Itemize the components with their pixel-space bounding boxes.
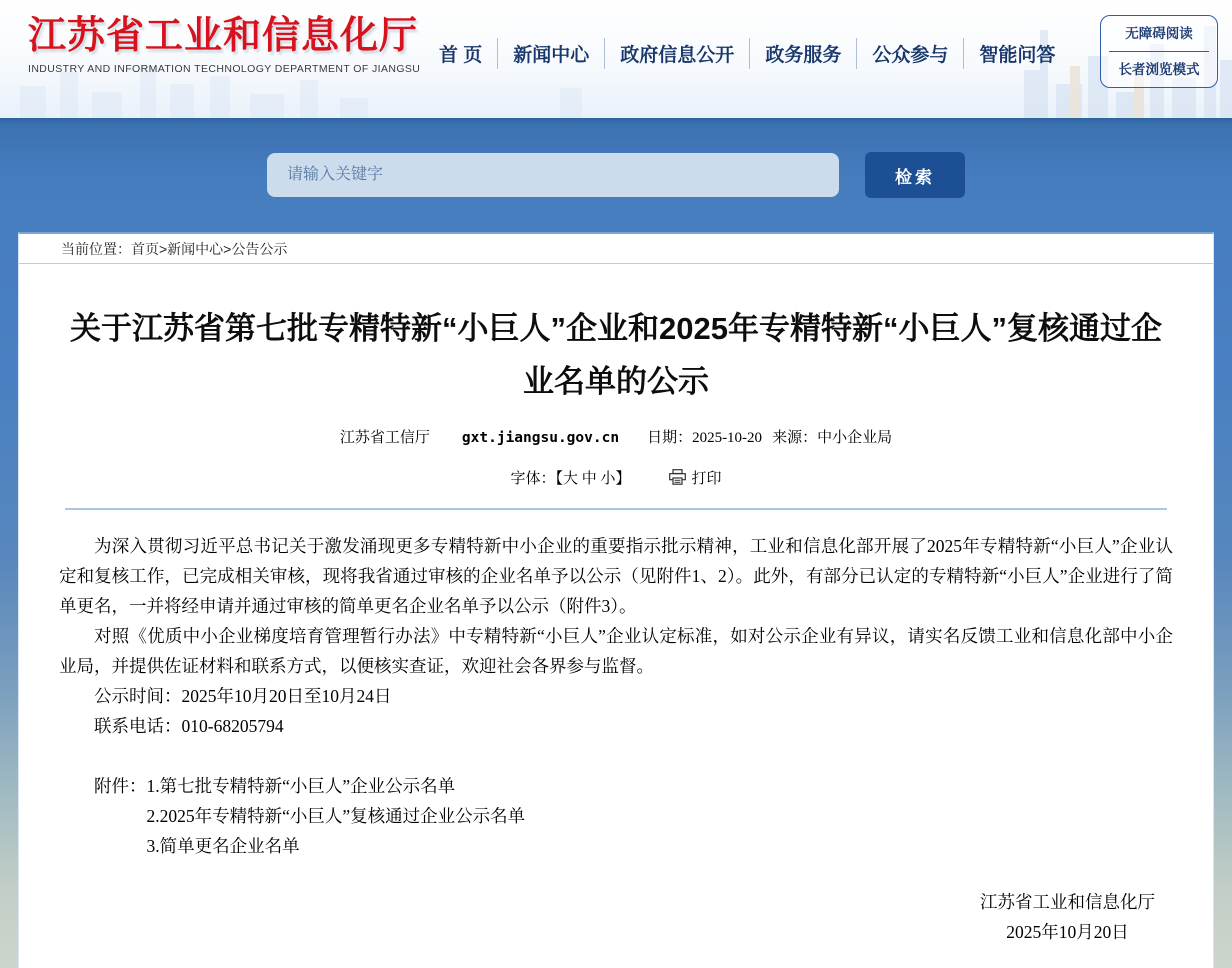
printer-icon — [669, 469, 686, 485]
font-size-controls[interactable]: 【大 中 小】 — [555, 471, 631, 487]
accessibility-box — [1100, 15, 1218, 88]
print-button[interactable] — [669, 471, 722, 487]
site-logo-title: 江苏省工业和信息化厅 — [28, 15, 419, 57]
article-origin: 来源：中小企业局 — [772, 430, 893, 446]
elder-mode-button[interactable]: 长者浏览模式 — [1118, 62, 1200, 77]
site-header — [0, 0, 1232, 118]
breadcrumb-path[interactable]: 首页>新闻中心>公告公示 — [131, 241, 288, 257]
nav-item-smart-qa[interactable]: 智能问答 — [963, 38, 1070, 69]
search-input[interactable] — [267, 153, 839, 197]
nav-item-news[interactable]: 新闻中心 — [497, 38, 604, 69]
attachment-link-2[interactable]: 2.2025年专精特新“小巨人”复核通过企业公示名单 — [146, 806, 526, 826]
print-label: 打印 — [691, 471, 722, 487]
signature-block — [59, 887, 1173, 947]
publicity-period: 公示时间：2025年10月20日至10月24日 — [94, 686, 392, 706]
font-toolbar — [59, 467, 1173, 488]
attachment-link-1[interactable]: 1.第七批专精特新“小巨人”企业公示名单 — [146, 776, 456, 796]
content-panel — [18, 232, 1214, 968]
paragraph: 为深入贯彻习近平总书记关于激发涌现更多专精特新中小企业的重要指示批示精神，工业和信息化部开展了2025年专精特新“小巨人”企业认定和复核工作，已完成相关审核，现将我省通过审核的企业名单予以公示（见附件1、2）。此外，有部分已认定的专精特新“小巨人”企业进行了简单更名，一并将经申请并通过审核的简单更名企业名单予以公示（附件3）。 — [59, 536, 1173, 616]
search-button[interactable]: 检索 — [865, 152, 965, 198]
breadcrumb-label: 当前位置： — [61, 241, 131, 257]
source-site: gxt.jiangsu.gov.cn — [461, 430, 620, 446]
article-meta — [59, 426, 1173, 447]
attachments-label: 附件： — [94, 776, 147, 796]
nav-item-info-disclosure[interactable]: 政府信息公开 — [604, 38, 749, 69]
contact-phone: 联系电话：010-68205794 — [94, 716, 284, 736]
content-divider — [65, 508, 1167, 510]
paragraph: 对照《优质中小企业梯度培育管理暂行办法》中专精特新“小巨人”企业认定标准，如对公示企业有异议，请实名反馈工业和信息化部中小企业局，并提供佐证材料和联系方式，以便核实查证，欢迎社会各界参与监督。 — [59, 626, 1173, 676]
site-logo — [28, 14, 420, 75]
breadcrumb — [19, 234, 1213, 264]
article — [19, 302, 1213, 947]
article-title: 关于江苏省第七批专精特新“小巨人”企业和2025年专精特新“小巨人”复核通过企业名单的公示 — [70, 311, 1162, 399]
signature-date: 2025年10月20日 — [1006, 922, 1129, 942]
attachment-link-3[interactable]: 3.简单更名企业名单 — [146, 836, 300, 856]
site-logo-subtitle: INDUSTRY AND INFORMATION TECHNOLOGY DEPARTMENT OF JIANGSU — [28, 63, 421, 75]
publish-date: 日期：2025-10-20 — [647, 430, 763, 446]
font-size-label: 字体： — [510, 471, 556, 487]
article-body — [59, 531, 1173, 947]
nav-item-participation[interactable]: 公众参与 — [856, 38, 963, 69]
attachments — [59, 771, 1173, 861]
source-dept: 江苏省工信厅 — [339, 430, 430, 446]
signature-org: 江苏省工业和信息化厅 — [980, 892, 1155, 912]
search-band — [0, 118, 1232, 232]
main-nav — [424, 38, 1070, 69]
nav-item-home[interactable]: 首 页 — [439, 45, 483, 66]
nav-item-services[interactable]: 政务服务 — [749, 38, 856, 69]
accessible-reading-button[interactable]: 无障碍阅读 — [1125, 26, 1193, 41]
